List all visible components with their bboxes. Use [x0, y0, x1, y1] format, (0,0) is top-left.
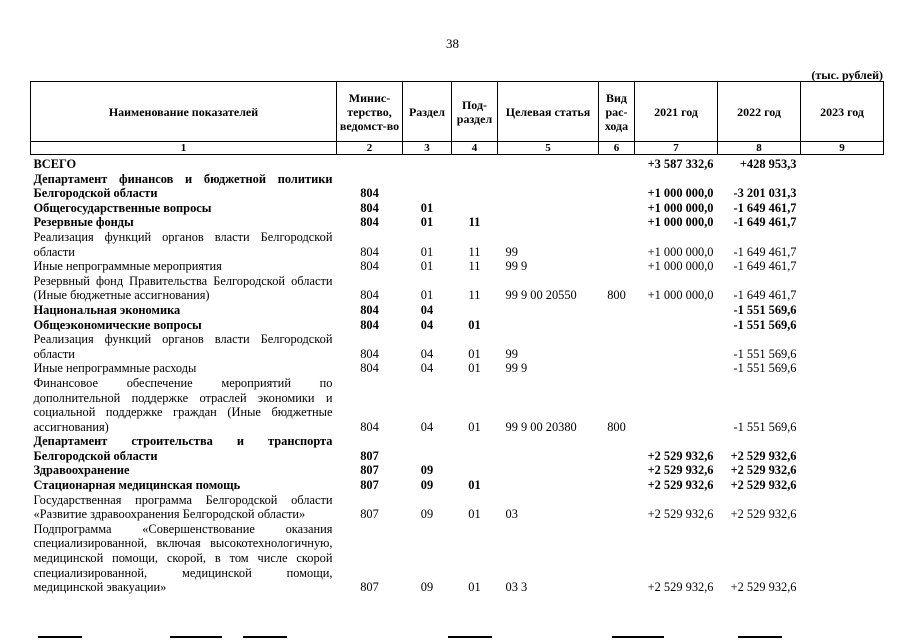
cell-year-2023: [801, 493, 884, 522]
cell-name: Резервный фонд Правительства Белгородской области (Иные бюджетные ассигнования): [33, 273, 333, 303]
cell-subsection: [452, 434, 498, 463]
cell-name: ВСЕГО: [33, 157, 77, 171]
cell-section: 01: [420, 288, 434, 303]
table-row: [31, 201, 884, 216]
cell-section: 04: [420, 361, 434, 376]
table-row: [31, 303, 884, 318]
cell-year-2021: +1 000 000,0: [647, 244, 714, 259]
cell-name: Финансовое обеспечение мероприятий по дополнительной поддержке отраслей экономики и социальной поддержке граждан (Иные бюджетные ассигнования): [33, 375, 333, 434]
footer-line: [612, 636, 664, 638]
cell-section: 04: [420, 317, 434, 332]
table-row: [31, 478, 884, 493]
cell-ministry: 807: [360, 580, 379, 595]
cell-section: 01: [420, 259, 434, 274]
column-number: 9: [801, 142, 884, 155]
cell-year-2022: +2 529 932,6: [730, 580, 797, 595]
cell-section: 01: [420, 244, 434, 259]
cell-expense-type: 800: [607, 419, 626, 434]
cell-year-2023: [801, 478, 884, 493]
cell-ministry: 807: [360, 463, 379, 478]
cell-subsection: [452, 201, 498, 216]
cell-expense-type: [599, 303, 635, 318]
cell-year-2021: +1 000 000,0: [647, 186, 714, 201]
cell-target-article: [498, 155, 599, 172]
cell-year-2023: [801, 274, 884, 303]
cell-year-2023: [801, 259, 884, 274]
cell-subsection: [452, 303, 498, 318]
cell-year-2022: -1 551 569,6: [733, 419, 797, 434]
cell-year-2021: +1 000 000,0: [647, 200, 714, 215]
cell-year-2022: -1 551 569,6: [733, 317, 797, 332]
cell-year-2023: [801, 230, 884, 259]
cell-expense-type: [599, 463, 635, 478]
cell-name: Общегосударственные вопросы: [33, 200, 212, 215]
cell-ministry: 807: [360, 478, 379, 493]
cell-name: Здравоохранение: [33, 463, 130, 478]
header-section: Раздел: [403, 82, 452, 142]
cell-year-2021: +2 529 932,6: [647, 478, 714, 493]
cell-year-2023: [801, 318, 884, 333]
cell-target-article: [498, 201, 599, 216]
column-number: 3: [403, 142, 452, 155]
cell-expense-type: [599, 361, 635, 376]
cell-ministry: 804: [360, 186, 379, 201]
cell-ministry: 804: [360, 288, 379, 303]
cell-name: Реализация функций органов власти Белгородской области: [33, 332, 333, 361]
cell-target-article: 03 3: [505, 580, 528, 595]
header-year-2023: 2023 год: [801, 82, 884, 142]
table-row: [31, 172, 884, 201]
cell-section: 04: [420, 302, 434, 317]
cell-subsection: 01: [468, 419, 481, 434]
cell-year-2023: [801, 172, 884, 201]
cell-year-2022: -1 649 461,7: [733, 200, 797, 215]
cell-target-article: [498, 318, 599, 333]
cell-target-article: [498, 303, 599, 318]
header-year-2021: 2021 год: [635, 82, 718, 142]
cell-subsection: [452, 172, 498, 201]
cell-target-article: [498, 463, 599, 478]
cell-name: Общеэкономические вопросы: [33, 317, 202, 332]
cell-subsection: 01: [468, 580, 481, 595]
page-number: 38: [446, 36, 459, 51]
cell-year-2022: -3 201 031,3: [733, 186, 797, 201]
footer-line: [243, 636, 287, 638]
cell-expense-type: [599, 172, 635, 201]
cell-subsection: 11: [468, 215, 481, 230]
cell-year-2021: +2 529 932,6: [647, 448, 714, 463]
cell-ministry: 804: [360, 302, 379, 317]
cell-section: [403, 155, 452, 172]
cell-name: Департамент строительства и транспорта Белгородской области: [33, 434, 333, 463]
cell-subsection: 11: [468, 288, 481, 303]
cell-target-article: [498, 478, 599, 493]
cell-year-2021: [635, 318, 718, 333]
header-target-article: Целевая статья: [498, 82, 599, 142]
cell-name: Иные непрограммные расходы: [33, 361, 197, 376]
cell-subsection: [452, 155, 498, 172]
cell-year-2021: +2 529 932,6: [647, 580, 714, 595]
cell-section: 01: [420, 215, 434, 230]
cell-expense-type: [599, 522, 635, 595]
cell-section: 04: [420, 419, 434, 434]
table-row: [31, 493, 884, 522]
footer-line: [38, 636, 82, 638]
unit-label: (тыс. рублей): [811, 68, 883, 82]
header-row: [31, 82, 884, 142]
cell-name: Реализация функций органов власти Белгородской области: [33, 229, 333, 259]
column-number: 8: [718, 142, 801, 155]
cell-subsection: [452, 463, 498, 478]
cell-expense-type: [599, 155, 635, 172]
cell-subsection: 11: [468, 244, 481, 259]
cell-year-2023: [801, 155, 884, 172]
table-row: [31, 318, 884, 333]
cell-year-2021: +3 587 332,6: [647, 157, 714, 171]
column-number: 7: [635, 142, 718, 155]
table-row: [31, 155, 884, 172]
header-expense-type: Вид рас-хода: [599, 82, 635, 142]
cell-ministry: 804: [360, 419, 379, 434]
table-row: [31, 434, 884, 463]
cell-year-2021: +2 529 932,6: [647, 463, 714, 478]
cell-section: 09: [420, 507, 434, 522]
column-number: 5: [498, 142, 599, 155]
column-number: 6: [599, 142, 635, 155]
column-number: 4: [452, 142, 498, 155]
cell-ministry: 807: [360, 448, 379, 463]
cell-year-2023: [801, 201, 884, 216]
cell-target-article: [498, 172, 599, 201]
table-row: [31, 376, 884, 434]
cell-year-2023: [801, 332, 884, 361]
cell-target-article: [498, 215, 599, 230]
cell-section: 09: [420, 478, 434, 493]
cell-subsection: 01: [468, 478, 481, 493]
header-subsection: Под-раздел: [452, 82, 498, 142]
cell-year-2022: -1 649 461,7: [733, 288, 797, 303]
cell-expense-type: [599, 332, 635, 361]
cell-ministry: [337, 155, 403, 172]
cell-year-2023: [801, 215, 884, 230]
cell-subsection: 01: [468, 346, 481, 361]
table-row: [31, 259, 884, 274]
cell-expense-type: [599, 215, 635, 230]
cell-expense-type: [599, 230, 635, 259]
cell-ministry: 804: [360, 215, 379, 230]
table-body: [31, 155, 884, 595]
cell-year-2022: +2 529 932,6: [730, 507, 797, 522]
column-number: 1: [31, 142, 337, 155]
cell-year-2021: [635, 376, 718, 434]
cell-expense-type: [599, 318, 635, 333]
cell-name: Департамент финансов и бюджетной политики Белгородской области: [33, 171, 333, 201]
footer-line: [448, 636, 492, 638]
cell-year-2022: -1 649 461,7: [733, 259, 797, 274]
cell-year-2023: [801, 361, 884, 376]
cell-expense-type: [599, 434, 635, 463]
table-row: [31, 274, 884, 303]
cell-ministry: 804: [360, 200, 379, 215]
table-row: [31, 463, 884, 478]
cell-year-2021: +1 000 000,0: [647, 288, 714, 303]
cell-section: [403, 172, 452, 201]
cell-year-2023: [801, 376, 884, 434]
cell-name: Резервные фонды: [33, 215, 134, 230]
cell-year-2021: +1 000 000,0: [647, 215, 714, 230]
cell-target-article: 99 9 00 20380: [505, 419, 577, 434]
cell-ministry: 804: [360, 244, 379, 259]
cell-year-2021: +1 000 000,0: [647, 259, 714, 274]
column-number: 2: [337, 142, 403, 155]
cell-year-2023: [801, 463, 884, 478]
cell-target-article: 99 9 00 20550: [505, 288, 577, 303]
cell-target-article: 99: [505, 346, 518, 361]
cell-name: Государственная программа Белгородской области «Развитие здравоохранения Белгородской области»: [33, 492, 333, 522]
cell-name: Иные непрограммные мероприятия: [33, 259, 222, 274]
header-name: Наименование показателей: [31, 82, 337, 142]
cell-year-2022: +2 529 932,6: [730, 463, 797, 478]
table-row: [31, 522, 884, 595]
cell-year-2022: -1 649 461,7: [733, 215, 797, 230]
cell-expense-type: [599, 201, 635, 216]
cell-year-2022: -1 551 569,6: [733, 346, 797, 361]
cell-ministry: 804: [360, 259, 379, 274]
cell-year-2022: +428 953,3: [739, 157, 797, 171]
cell-ministry: 804: [360, 346, 379, 361]
table-row: [31, 332, 884, 361]
cell-year-2021: [635, 332, 718, 361]
table-row: [31, 230, 884, 259]
cell-year-2023: [801, 303, 884, 318]
footer-line: [738, 636, 782, 638]
cell-subsection: 01: [468, 507, 481, 522]
cell-year-2022: +2 529 932,6: [730, 448, 797, 463]
cell-subsection: 01: [468, 317, 481, 332]
cell-expense-type: 800: [607, 288, 626, 303]
cell-subsection: 01: [468, 361, 481, 376]
cell-year-2022: +2 529 932,6: [730, 478, 797, 493]
cell-name: Национальная экономика: [33, 302, 181, 317]
cell-year-2021: [635, 303, 718, 318]
cell-year-2021: +2 529 932,6: [647, 507, 714, 522]
cell-year-2021: [635, 361, 718, 376]
cell-target-article: 99 9: [505, 361, 528, 376]
cell-section: 04: [420, 346, 434, 361]
cell-section: 09: [420, 463, 434, 478]
cell-expense-type: [599, 259, 635, 274]
cell-section: [403, 434, 452, 463]
cell-year-2022: -1 649 461,7: [733, 244, 797, 259]
cell-section: 01: [420, 200, 434, 215]
cell-ministry: 804: [360, 317, 379, 332]
cell-year-2023: [801, 522, 884, 595]
cell-target-article: 99 9: [505, 259, 528, 274]
cell-ministry: 804: [360, 361, 379, 376]
cell-name: Подпрограмма «Совершенствование оказания специализированной, включая высокотехнологичную, медицинской помощи, скорой, в том числе скорой специализированной, медицинской помощи, медицинской эвакуации»: [33, 521, 333, 595]
table-row: [31, 215, 884, 230]
budget-table: [30, 81, 884, 595]
cell-section: 09: [420, 580, 434, 595]
header-ministry: Минис-терство, ведомст-во: [337, 82, 403, 142]
cell-target-article: [498, 434, 599, 463]
cell-name: Стационарная медицинская помощь: [33, 478, 241, 493]
cell-target-article: 03: [505, 507, 518, 522]
cell-year-2022: -1 551 569,6: [733, 361, 797, 376]
cell-year-2023: [801, 434, 884, 463]
cell-target-article: 99: [505, 244, 518, 259]
footer-line: [170, 636, 222, 638]
cell-expense-type: [599, 493, 635, 522]
column-number-row: [31, 142, 884, 155]
cell-ministry: 807: [360, 507, 379, 522]
table-row: [31, 361, 884, 376]
cell-subsection: 11: [468, 259, 481, 274]
cell-year-2022: -1 551 569,6: [733, 302, 797, 317]
header-year-2022: 2022 год: [718, 82, 801, 142]
cell-expense-type: [599, 478, 635, 493]
